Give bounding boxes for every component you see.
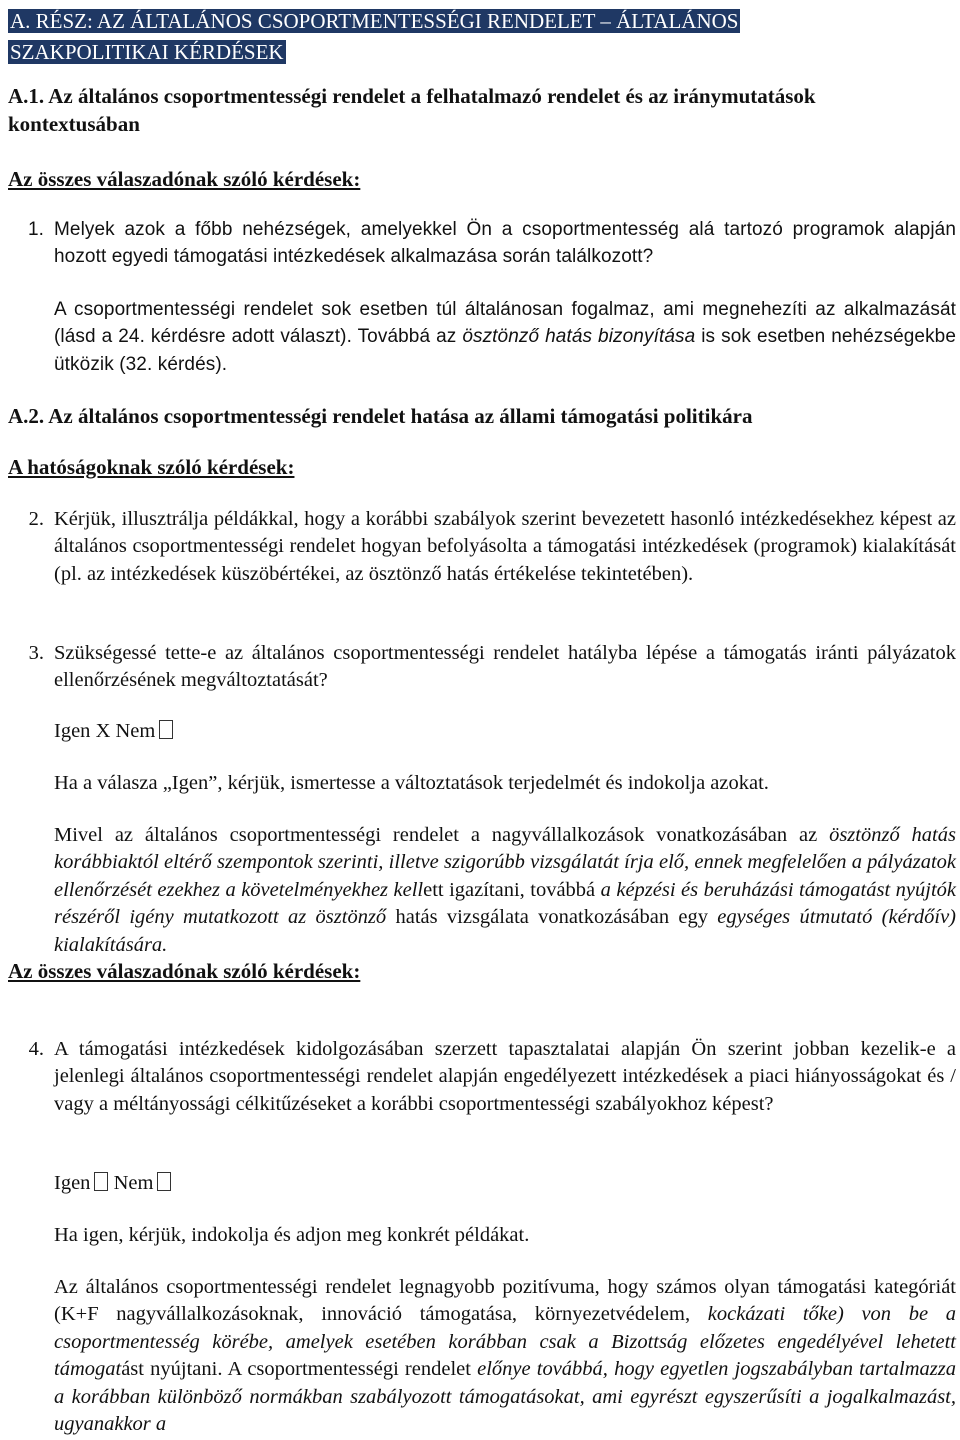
question-text: Szükségessé tette-e az általános csoportmentességi rendelet hatályba lépése a támogatás iránti pályázatok ellenőrzésének megváltoztatását? xyxy=(54,642,956,692)
question-2 xyxy=(8,506,956,588)
answer-1-part1: A csoportmentességi rendelet sok esetben túl általánosan fogalmaz, ami megnehezíti az alkalmazását (lásd a 24. kérdésre adott választ). Továbbá az xyxy=(54,299,956,348)
q4-followup: Ha igen, kérjük, indokolja és adjon meg konkrét példákat. xyxy=(54,1224,530,1246)
answer-4-part2: ást nyújtani. A csoportmentességi rendelet xyxy=(121,1358,478,1381)
answer-3-part3: hatás vizsgálata vonatkozásában egy xyxy=(386,906,718,929)
question-number: 2. xyxy=(28,508,44,530)
no-checkbox[interactable] xyxy=(159,720,173,739)
answer-1 xyxy=(54,296,956,378)
answer-4-italic1: kockázati tőke) von be a csoportmentesség körébe, amelyek esetében korábban csak a Bizottság előzetes engedélyével lehetett támogat xyxy=(54,1303,956,1381)
q4-checkboxes xyxy=(54,1170,171,1197)
question-4 xyxy=(8,1036,956,1118)
answer-3-italic2: a képzési és beruházási támogatást nyújtók részéről igény mutatkozott az ösztönző xyxy=(54,878,956,929)
answer-3-part1: Mivel az általános csoportmentességi rendelet a nagyvállalkozások vonatkozásában az xyxy=(54,824,830,846)
question-number: 1. xyxy=(27,219,44,240)
answer-4-part1: Az általános csoportmentességi rendelet legnagyobb pozitívuma, hogy számos olyan támogatási kategóriát (K+F nagyvállalkozásoknak, innováció támogatása, környezetvédelem, xyxy=(54,1276,956,1326)
answer-4 xyxy=(54,1274,956,1438)
question-text: Melyek azok a főbb nehézségek, amelyekkel Ön a csoportmentesség alá tartozó programok alapján hozott egyedi támogatási intézkedések alkalmazása során találkozott? xyxy=(54,219,956,268)
question-3 xyxy=(8,640,956,695)
question-text: Kérjük, illusztrálja példákkal, hogy a korábbi szabályok szerint bevezetett hasonló intézkedésekhez képest az általános csoportmentességi rendelet hogyan befolyásolta a támogatási intézkedések (programok) kialakítását (pl. az intézkedések küszöbértékei, az ösztönző hatás értékelése tekintetében). xyxy=(54,508,956,585)
answer-3-italic1: ösztönző hatás korábbiaktól eltérő szempontok szerinti, illetve szigorúbb vizsgálatát írja elő, ennek megfelelően a pályázatok ellenőrzését ezekhez a követelményekhez kell xyxy=(54,824,956,901)
section-title-text: A. RÉSZ: AZ ÁLTALÁNOS CSOPORTMENTESSÉGI RENDELET – ÁLTALÁNOS SZAKPOLITIKAI KÉRDÉSEK xyxy=(10,9,739,64)
yes-checkbox[interactable] xyxy=(94,1172,108,1191)
heading-a2: A.2. Az általános csoportmentességi rendelet hatása az állami támogatási politikára xyxy=(8,404,753,428)
q3-followup: Ha a válasza „Igen”, kérjük, ismertesse a változtatások terjedelmét és indokolja azokat. xyxy=(54,772,769,794)
question-number: 3. xyxy=(28,642,44,664)
no-label: Nem xyxy=(115,720,156,742)
answer-3-part2: ett igazítani, továbbá xyxy=(423,878,601,901)
heading-a1: A.1. Az általános csoportmentességi rendelet a felhatalmazó rendelet és az iránymutatások kontextusában xyxy=(8,84,816,136)
audience-heading-1: Az összes válaszadónak szóló kérdések: xyxy=(8,167,361,191)
answer-1-italic: ösztönző hatás bizonyítása xyxy=(462,326,696,348)
yes-label: Igen xyxy=(54,720,91,742)
no-label: Nem xyxy=(113,1172,154,1194)
yes-label: Igen xyxy=(54,1172,91,1194)
yes-checkbox-checked[interactable]: X xyxy=(95,720,111,742)
question-text: A támogatási intézkedések kidolgozásában szerzett tapasztalatai alapján Ön szerint jobban kezelik-e a jelenlegi általános csoportmentességi rendelet alapján engedélyezett intézkedések a piaci hiányosságokat és / vagy a méltányossági célkitűzéseket a korábbi csoportmentességi szabályokhoz képest? xyxy=(54,1038,956,1115)
question-number: 4. xyxy=(28,1038,44,1060)
answer-4-italic2: előnye továbbá, hogy egyetlen jogszabályban tartalmazza a korábban különböző normákban szabályozott támogatásokat, ami egyrészt egyszerűsíti a jogalkalmazást, ugyanakkor a xyxy=(54,1358,956,1436)
no-checkbox[interactable] xyxy=(157,1172,171,1191)
answer-3 xyxy=(54,822,956,959)
audience-heading-2: A hatóságoknak szóló kérdések: xyxy=(8,455,295,479)
answer-3-italic3: egységes útmutató (kérdőív) kialakítására. xyxy=(54,906,957,956)
audience-heading-3: Az összes válaszadónak szóló kérdések: xyxy=(8,959,361,983)
q3-checkboxes xyxy=(54,718,173,745)
question-1 xyxy=(8,216,956,271)
section-title xyxy=(8,6,858,68)
answer-1-part2: is sok esetben nehézségekbe ütközik (32. kérdés). xyxy=(54,326,957,375)
